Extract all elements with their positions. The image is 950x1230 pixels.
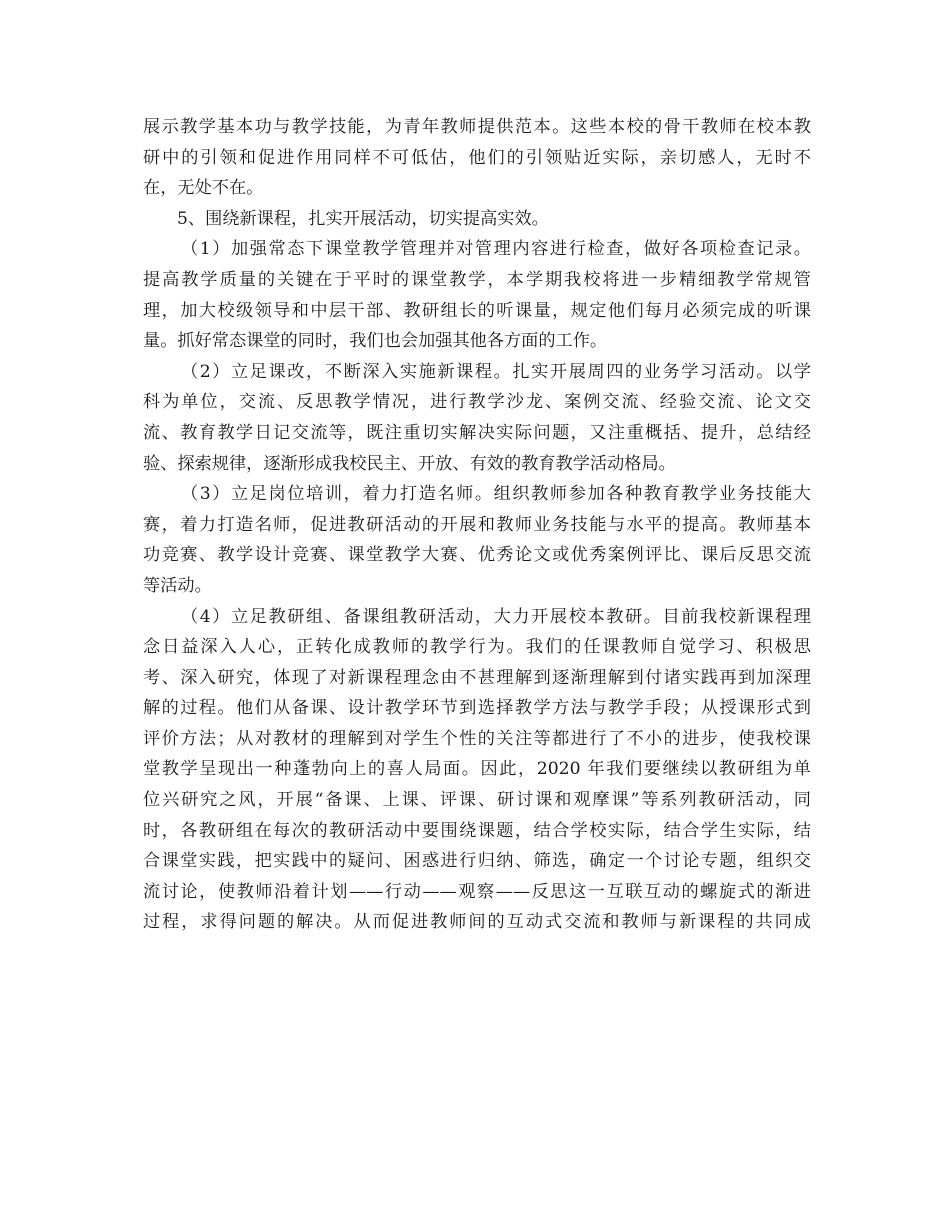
- paragraph-line: 流、教育教学日记交流等，既注重切实解决实际问题，又注重概括、提升，总结经: [143, 422, 811, 443]
- paragraph-line: 过程，求得问题的解决。从而促进教师间的互动式交流和教师与新课程的共同成: [143, 912, 811, 933]
- paragraph-line: 堂教学呈现出一种蓬勃向上的喜人局面。因此，2020 年我们要继续以教研组为单: [143, 759, 811, 780]
- paragraph-line: 量。抓好常态课堂的同时，我们也会加强其他各方面的工作。: [143, 331, 608, 352]
- paragraph-line: 念日益深入人心，正转化成教师的教学行为。我们的任课教师自觉学习、积极思: [143, 637, 811, 658]
- paragraph-line: 功竞赛、教学设计竞赛、课堂教学大赛、优秀论文或优秀案例评比、课后反思交流: [143, 545, 811, 566]
- document-body: [143, 112, 811, 938]
- section-heading-line: 5、围绕新课程，扎实开展活动，切实提高实效。: [177, 208, 549, 229]
- paragraph-line: 理，加大校级领导和中层干部、教研组长的听课量，规定他们每月必须完成的听课: [143, 300, 811, 321]
- paragraph-line: 展示教学基本功与教学技能，为青年教师提供范本。这些本校的骨干教师在校本教: [143, 117, 811, 137]
- paragraph-item-4: [143, 602, 811, 939]
- paragraph-item-2: [143, 357, 811, 479]
- paragraph-line: 验、探索规律，逐渐形成我校民主、开放、有效的教育教学活动格局。: [143, 453, 676, 474]
- paragraph-line: 评价方法；从对教材的理解到对学生个性的关注等都进行了不小的进步，使我校课: [143, 728, 811, 749]
- paragraph-line: 研中的引领和促进作用同样不可低估，他们的引领贴近实际，亲切感人，无时不: [143, 147, 811, 168]
- paragraph-line: （3）立足岗位培训，着力打造名师。组织教师参加各种教育教学业务技能大: [181, 484, 811, 505]
- paragraph-line: （2）立足课改，不断深入实施新课程。扎实开展周四的业务学习活动。以学: [181, 361, 811, 382]
- paragraph-intro: [143, 112, 811, 204]
- paragraph-line: 位兴研究之风，开展“备课、上课、评课、研讨课和观摩课”等系列教研活动，同: [143, 790, 811, 811]
- paragraph-item-1: [143, 234, 811, 356]
- paragraph-line: 在，无处不在。: [143, 178, 264, 199]
- paragraph-line: 科为单位，交流、反思教学情况，进行教学沙龙、案例交流、经验交流、论文交: [143, 392, 811, 413]
- paragraph-line: 等活动。: [143, 575, 212, 596]
- paragraph-line: 赛，着力打造名师，促进教研活动的开展和教师业务技能与水平的提高。教师基本: [143, 514, 811, 535]
- section-heading-5: [143, 204, 811, 235]
- paragraph-item-3: [143, 479, 811, 601]
- paragraph-line: 提高教学质量的关键在于平时的课堂教学，本学期我校将进一步精细教学常规管: [143, 269, 811, 290]
- paragraph-line: 时，各教研组在每次的教研活动中要围绕课题，结合学校实际，结合学生实际，结: [143, 820, 811, 841]
- paragraph-line: 流讨论，使教师沿着计划——行动——观察——反思这一互联互动的螺旋式的渐进: [143, 881, 811, 902]
- paragraph-line: 考、深入研究，体现了对新课程理念由不甚理解到逐渐理解到付诸实践再到加深理: [143, 667, 811, 688]
- paragraph-line: （1）加强常态下课堂教学管理并对管理内容进行检查，做好各项检查记录。: [181, 239, 811, 260]
- paragraph-line: 合课堂实践，把实践中的疑问、困惑进行归纳、筛选，确定一个讨论专题，组织交: [143, 851, 811, 872]
- paragraph-line: （4）立足教研组、备课组教研活动，大力开展校本教研。目前我校新课程理: [181, 606, 811, 627]
- paragraph-line: 解的过程。他们从备课、设计教学环节到选择教学方法与教学手段；从授课形式到: [143, 698, 811, 719]
